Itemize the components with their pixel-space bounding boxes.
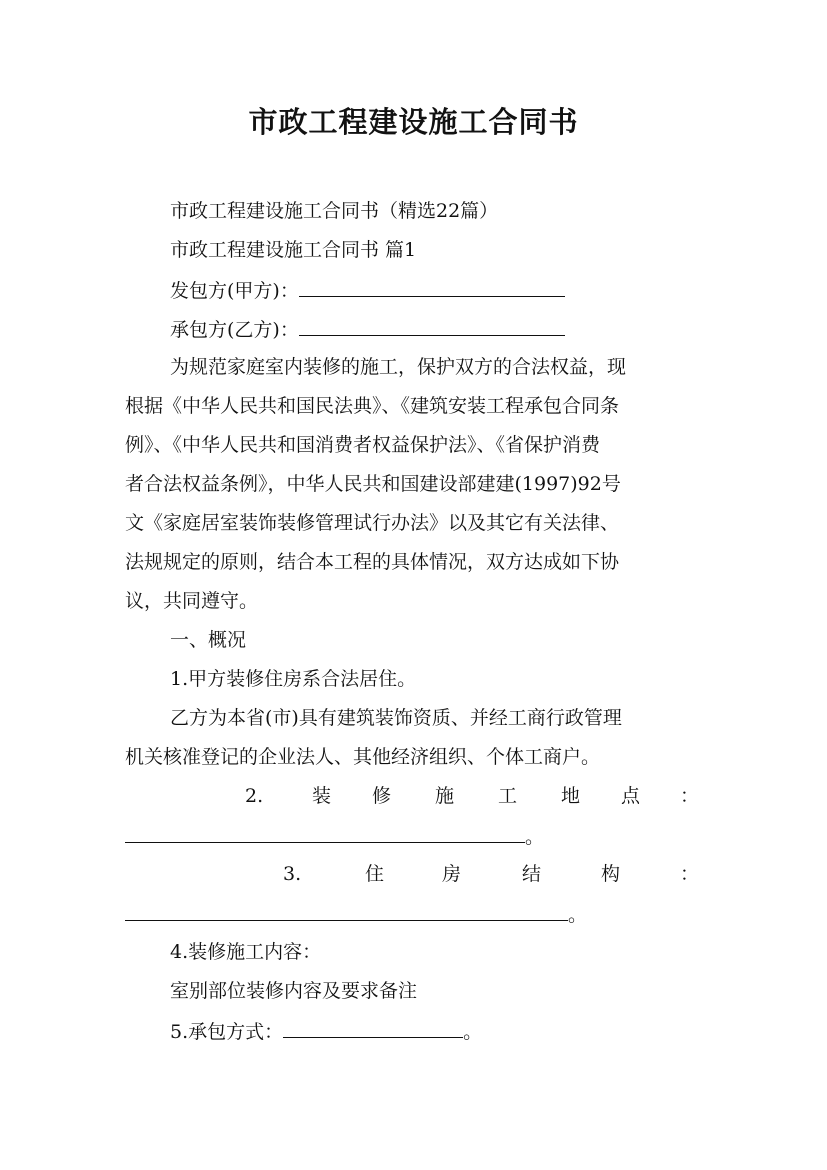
item-2-blank-line — [125, 816, 705, 856]
party-a-line — [170, 270, 705, 310]
paragraph-line: 议，共同遵守。 — [125, 590, 259, 612]
paragraph-line: 根据《中华人民共和国民法典》、《建筑安装工程承包合同条 — [125, 395, 620, 417]
paragraph-line: 者合法权益条例》，中华人民共和国建设部建建(1997)92号 — [125, 473, 621, 495]
section-heading: 市政工程建设施工合同书 篇1 — [170, 239, 417, 261]
party-a-blank[interactable] — [299, 270, 565, 297]
item-3-char: 结 — [522, 863, 542, 885]
party-a-label: 发包方(甲方)： — [170, 280, 299, 302]
item-2-number: 2. — [245, 785, 264, 807]
housing-structure-blank[interactable] — [125, 894, 568, 921]
paragraph-line: 乙方为本省(市)具有建筑装饰资质、并经工商行政管理 — [170, 707, 622, 729]
item-2-char: 装 — [312, 785, 332, 807]
contract-method-blank[interactable] — [283, 1011, 463, 1038]
paragraph-line: 例》、《中华人民共和国消费者权益保护法》、《省保护消费 — [125, 434, 601, 456]
item-3-char: 构 — [601, 863, 621, 885]
item-3-period: 。 — [568, 904, 588, 926]
party-b-blank[interactable] — [299, 309, 565, 336]
document-title: 市政工程建设施工合同书 — [248, 105, 579, 139]
paragraph-line: 为规范家庭室内装修的施工，保护双方的合法权益，现 — [170, 356, 627, 378]
item-2-char: 施 — [435, 785, 455, 807]
site-address-blank[interactable] — [125, 816, 525, 843]
item-2-char: 地 — [561, 785, 581, 807]
paragraph-line: 法规规定的原则，结合本工程的具体情况，双方达成如下协 — [125, 551, 620, 573]
item-5-period: 。 — [463, 1021, 483, 1043]
subtitle-line: 市政工程建设施工合同书（精选22篇） — [170, 200, 499, 222]
item-4-line: 4.装修施工内容： — [170, 941, 322, 963]
paragraph-line: 文《家庭居室装饰装修管理试行办法》以及其它有关法律、 — [125, 512, 620, 534]
item-2-period: 。 — [525, 826, 545, 848]
item-5-label: 5.承包方式： — [170, 1021, 284, 1043]
item-2-colon: ： — [680, 785, 700, 807]
item-2-char: 修 — [372, 785, 392, 807]
item-3-colon: ： — [680, 863, 700, 885]
item-2-char: 点 — [621, 785, 641, 807]
party-b-label: 承包方(乙方)： — [170, 319, 299, 341]
paragraph-line: 机关核准登记的企业法人、其他经济组织、个体工商户。 — [125, 746, 601, 768]
item-5-line — [170, 1011, 705, 1051]
item-1-line: 1.甲方装修住房系合法居住。 — [170, 668, 417, 690]
item-3-number: 3. — [283, 863, 302, 885]
item-3-blank-line — [125, 894, 705, 934]
item-2-char: 工 — [498, 785, 518, 807]
table-header-line: 室别部位装修内容及要求备注 — [170, 980, 418, 1002]
overview-heading: 一、概况 — [170, 629, 247, 651]
item-3-char: 住 — [365, 863, 385, 885]
item-3-char: 房 — [442, 863, 462, 885]
party-b-line — [170, 309, 705, 349]
